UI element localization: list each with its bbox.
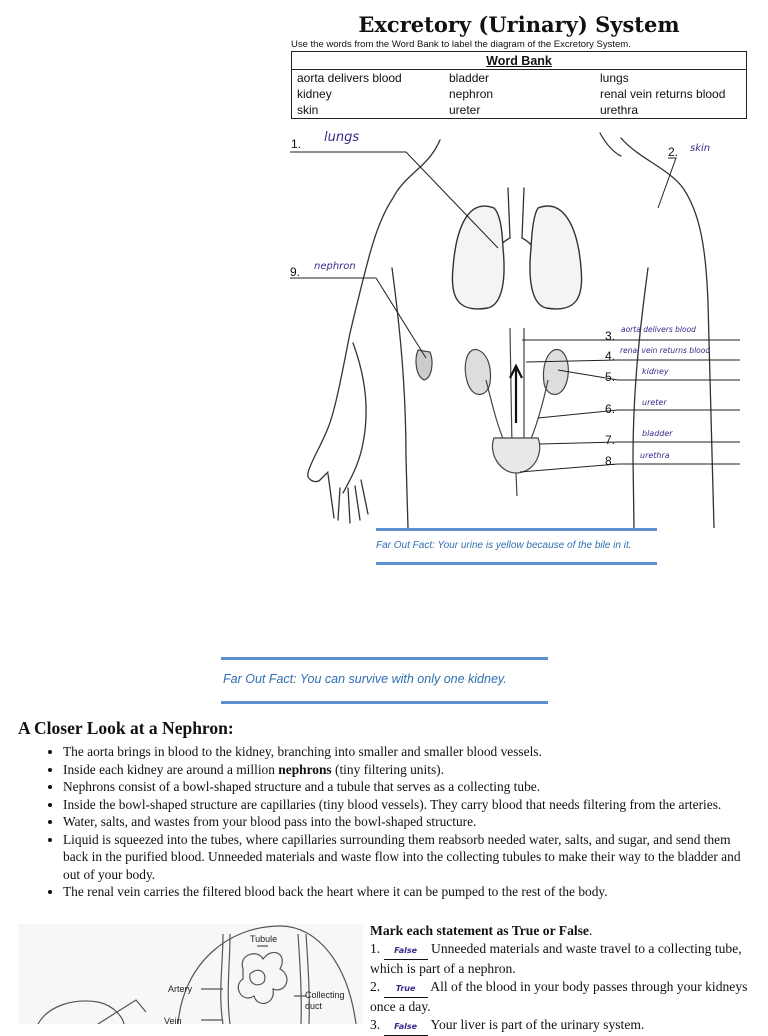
item-text: All of the blood in your body passes through your kidneys once a day. [370,979,747,1015]
list-item: • The aorta brings in blood to the kidney, branching into smaller and smaller blood vessels. [63,743,758,761]
word-bank-cell: ureter [444,102,595,119]
diagram-label-number: 3. [605,329,615,343]
word-bank-cell: kidney [292,86,445,102]
word-bank-row [292,70,747,87]
true-false-item [370,978,760,1016]
diagram-answer: bladder [642,429,673,438]
word-bank-cell: skin [292,102,445,119]
diagram-answer: lungs [324,130,359,145]
answer-blank[interactable]: True [384,980,428,999]
leader-line-2 [658,158,676,208]
right-lung-shape [530,206,582,309]
word-bank-cell: urethra [595,102,747,119]
fact-rule-bottom [376,562,657,565]
diagram-answer: nephron [314,261,356,272]
nephron-bullet-list [18,743,758,901]
diagram-label-number: 7. [605,433,615,447]
true-false-section [370,922,760,1036]
item-number: 3. [370,1017,380,1032]
diagram-answer: aorta delivers blood [621,325,696,334]
answer-blank[interactable]: False [384,942,428,961]
list-item: • The renal vein carries the filtered blood back the heart where it can be pumped to the rest of the body. [63,883,758,901]
diagram-label-number: 9. [290,265,300,279]
item-number: 1. [370,941,380,956]
diagram-label-number: 6. [605,402,615,416]
item-text: Your liver is part of the urinary system. [428,1017,645,1032]
list-item: • Inside the bowl-shaped structure are capillaries (tiny blood vessels). They carry blood that needs filtering from the arteries. [63,796,758,814]
true-false-heading-period: . [589,923,592,938]
leader-line-9 [290,278,426,358]
word-bank-cell: nephron [444,86,595,102]
fact-text: Far Out Fact: Your urine is yellow because of the bile in it. [376,540,632,551]
list-item: • Water, salts, and wastes from your blood pass into the bowl-shaped structure. [63,813,758,831]
worksheet-title: Excretory (Urinary) System [290,12,748,37]
list-item: • Liquid is squeezed into the tubes, where capillaries surrounding them reabsorb needed water, salts, and sugar, and send them back in the purified blood. Unneeded materials and waste flow into the collecting tubules to make their way to the bladder and out of your body. [63,831,758,884]
list-item: • Nephrons consist of a bowl-shaped structure and a tubule that serves as a collecting tube. [63,778,758,796]
fact-rule-bottom [221,701,548,704]
list-item [63,761,758,779]
list-item-text: (tiny filtering units). [332,762,444,777]
list-item-text: Inside each kidney are around a million [63,762,278,777]
list-item-bold: nephrons [278,762,331,777]
word-bank-table [291,51,747,119]
diagram-answer: skin [690,143,710,154]
word-bank-cell: lungs [595,70,747,87]
true-false-item [370,1016,760,1036]
diagram-answer: kidney [642,367,669,376]
word-bank-row [292,86,747,102]
diagram-label-number: 4. [605,349,615,363]
section-heading: A Closer Look at a Nephron: [18,718,234,739]
diagram-label-number: 8. [605,454,615,468]
word-bank-header: Word Bank [292,52,747,70]
word-bank-cell: renal vein returns blood [595,86,747,102]
word-bank-cell: aorta delivers blood [292,70,445,87]
fact-rule-top [376,528,657,531]
true-false-item [370,940,760,978]
diagram-label-number: 1. [291,137,301,151]
item-number: 2. [370,979,380,994]
figure-label-vein: Vein [164,1016,182,1024]
left-lung-shape [452,206,504,309]
fact-text: Far Out Fact: You can survive with only one kidney. [223,672,507,686]
figure-label-collecting-duct: Collecting duct [305,990,349,1012]
diagram-answer: renal vein returns blood [620,346,710,355]
word-bank-cell: bladder [444,70,595,87]
true-false-heading: Mark each statement as True or False [370,923,589,938]
diagram-label-number: 2. [668,145,678,159]
diagram-answer: urethra [640,451,670,460]
word-bank-row [292,102,747,119]
figure-label-artery: Artery [168,984,193,994]
answer-blank[interactable]: False [384,1018,428,1036]
fact-rule-top [221,657,548,660]
item-text: Unneeded materials and waste travel to a collecting tube, which is part of a nephron. [370,941,742,977]
diagram-label-number: 5. [605,370,615,384]
instructions: Use the words from the Word Bank to label the diagram of the Excretory System. [291,39,631,50]
figure-label-tubule: Tubule [250,934,277,944]
diagram-answer: ureter [642,398,667,407]
